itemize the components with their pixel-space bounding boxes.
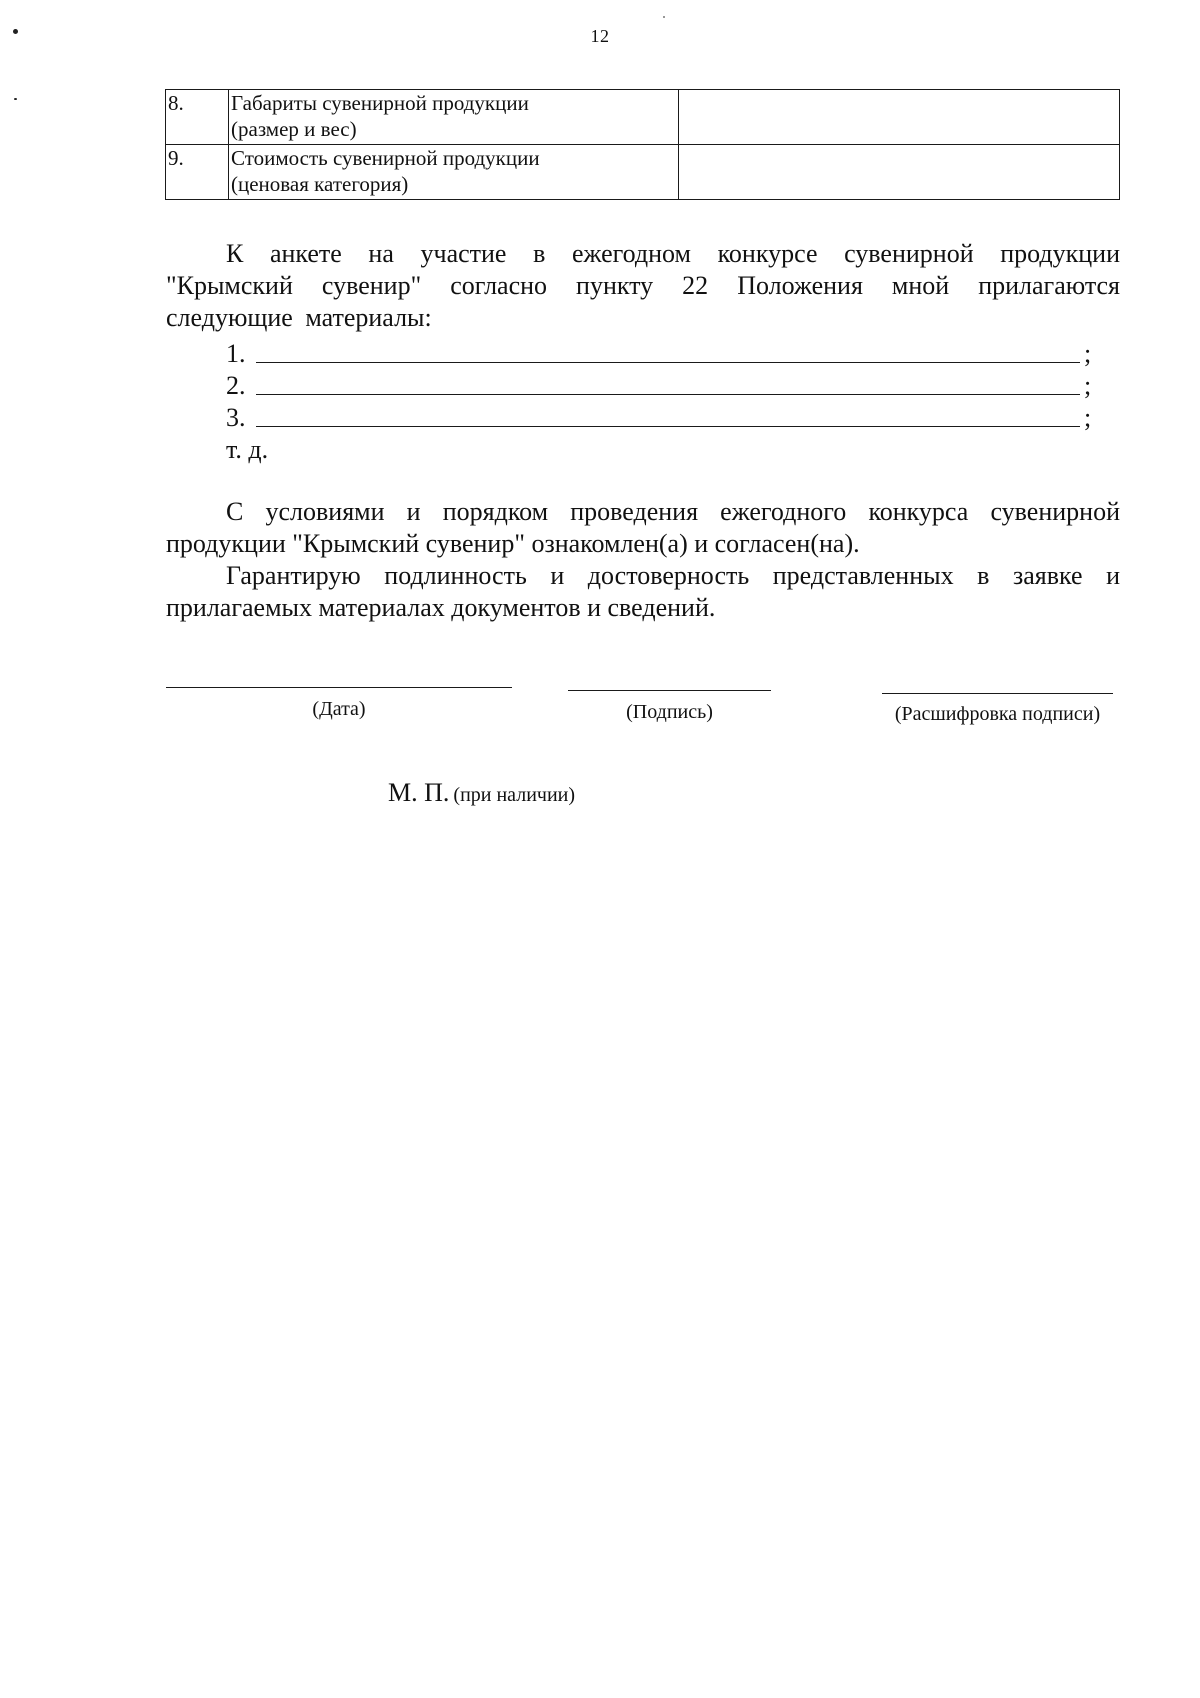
agreement-paragraph xyxy=(166,496,1120,560)
row-name-line: Габариты сувенирной продукции xyxy=(231,91,529,115)
row-name xyxy=(229,145,679,200)
fill-in-line[interactable] xyxy=(256,393,1080,395)
agreement-text: С условиями и порядком проведения ежегодного конкурса сувенирной продукции "Крымский сувенир" ознакомлен(а) и согласен(на). xyxy=(166,497,1120,558)
list-item-separator: ; xyxy=(1084,403,1092,432)
scan-speck xyxy=(663,16,665,18)
date-line[interactable] xyxy=(166,687,512,688)
table-row xyxy=(166,145,1120,200)
list-item xyxy=(226,338,1096,370)
row-name xyxy=(229,90,679,145)
attachments-intro-text: К анкете на участие в ежегодном конкурсе сувенирной продукции "Крымский сувенир" согласно пункту 22 Положения мной прилагаются следующие материалы: xyxy=(166,239,1120,332)
row-value-cell[interactable] xyxy=(679,90,1120,145)
row-value-cell[interactable] xyxy=(679,145,1120,200)
stamp-label: М. П. xyxy=(388,778,450,807)
date-label: (Дата) xyxy=(312,698,366,720)
row-number: 8. xyxy=(166,90,229,145)
page-number: 12 xyxy=(590,26,610,46)
list-item-number: 2. xyxy=(226,371,246,400)
list-item-separator: ; xyxy=(1084,371,1092,400)
table-row xyxy=(166,90,1120,145)
signature-line[interactable] xyxy=(568,690,771,691)
stamp-note: (при наличии) xyxy=(453,784,576,806)
fill-in-line[interactable] xyxy=(256,425,1080,427)
guarantee-text: Гарантирую подлинность и достоверность представленных в заявке и прилагаемых материалах документов и сведений. xyxy=(166,561,1120,622)
row-number: 9. xyxy=(166,145,229,200)
signature-label: (Подпись) xyxy=(626,701,713,723)
list-item-number: 3. xyxy=(226,403,246,432)
list-tail: т. д. xyxy=(226,435,269,464)
guarantee-paragraph xyxy=(166,560,1120,624)
list-item xyxy=(226,370,1096,402)
row-name-line: (ценовая категория) xyxy=(231,172,409,196)
list-item-number: 1. xyxy=(226,339,246,368)
scan-speck xyxy=(14,98,17,100)
row-name-line: Стоимость сувенирной продукции xyxy=(231,146,540,170)
questionnaire-table xyxy=(165,89,1120,200)
stamp-placeholder xyxy=(388,778,575,808)
attachments-list xyxy=(226,338,1096,466)
list-item-separator: ; xyxy=(1084,339,1092,368)
attachments-intro xyxy=(166,238,1120,334)
signature-decode-label: (Расшифровка подписи) xyxy=(894,703,1101,725)
fill-in-line[interactable] xyxy=(256,361,1080,363)
list-item xyxy=(226,402,1096,434)
row-name-line: (размер и вес) xyxy=(231,117,357,141)
signature-decode-line[interactable] xyxy=(882,693,1113,694)
